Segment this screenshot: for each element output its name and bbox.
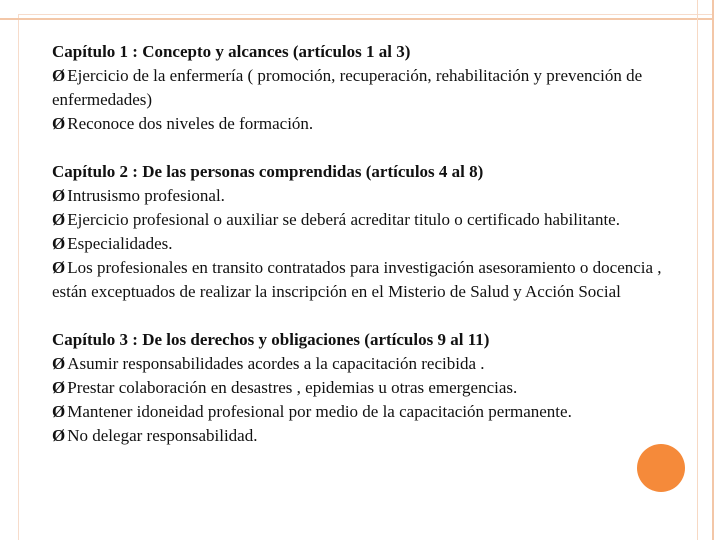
list-item-text: Ejercicio de la enfermería ( promoción, recuperación, rehabilitación y prevención de enfermedades) <box>52 66 643 109</box>
frame-top-thin-line <box>18 14 712 15</box>
list-item <box>52 424 700 448</box>
list-item-text: Reconoce dos niveles de formación. <box>67 114 314 133</box>
list-item <box>52 232 700 256</box>
frame-top-line <box>0 18 712 20</box>
list-item-text: Mantener idoneidad profesional por medio de la capacitación permanente. <box>67 402 572 421</box>
arrow-bullet-icon: Ø <box>52 234 66 253</box>
arrow-bullet-icon: Ø <box>52 258 66 277</box>
list-item <box>52 256 700 304</box>
frame-left-thin-line <box>18 14 19 540</box>
list-item-text: Especialidades. <box>67 234 173 253</box>
list-item-text: Prestar colaboración en desastres , epidemias u otras emergencias. <box>67 378 518 397</box>
arrow-bullet-icon: Ø <box>52 186 66 205</box>
chapter-3 <box>52 328 700 448</box>
chapter-title: Capítulo 2 : De las personas comprendidas (artículos 4 al 8) <box>52 162 484 181</box>
list-item <box>52 64 700 112</box>
frame-right-outer-line <box>712 0 714 540</box>
list-item <box>52 376 700 400</box>
list-item <box>52 184 700 208</box>
chapter-2 <box>52 160 700 304</box>
list-item-text: Los profesionales en transito contratados para investigación asesoramiento o docencia , están exceptuados de realizar la inscripción en el Misterio de Salud y Acción Social <box>52 258 662 301</box>
list-item-text: Ejercicio profesional o auxiliar se deberá acreditar titulo o certificado habilitante. <box>67 210 620 229</box>
list-item-text: Intrusismo profesional. <box>67 186 225 205</box>
list-item <box>52 352 700 376</box>
arrow-bullet-icon: Ø <box>52 426 66 445</box>
list-item-text: No delegar responsabilidad. <box>67 426 258 445</box>
list-item <box>52 112 700 136</box>
arrow-bullet-icon: Ø <box>52 210 66 229</box>
list-item-text: Asumir responsabilidades acordes a la capacitación recibida . <box>67 354 485 373</box>
chapter-title: Capítulo 3 : De los derechos y obligaciones (artículos 9 al 11) <box>52 330 490 349</box>
arrow-bullet-icon: Ø <box>52 402 66 421</box>
chapter-1 <box>52 40 700 136</box>
decorative-circle <box>637 444 685 492</box>
arrow-bullet-icon: Ø <box>52 66 66 85</box>
arrow-bullet-icon: Ø <box>52 114 66 133</box>
list-item <box>52 208 700 232</box>
arrow-bullet-icon: Ø <box>52 354 66 373</box>
slide-content <box>52 40 700 448</box>
arrow-bullet-icon: Ø <box>52 378 66 397</box>
list-item <box>52 400 700 424</box>
chapter-title: Capítulo 1 : Concepto y alcances (artículos 1 al 3) <box>52 42 411 61</box>
